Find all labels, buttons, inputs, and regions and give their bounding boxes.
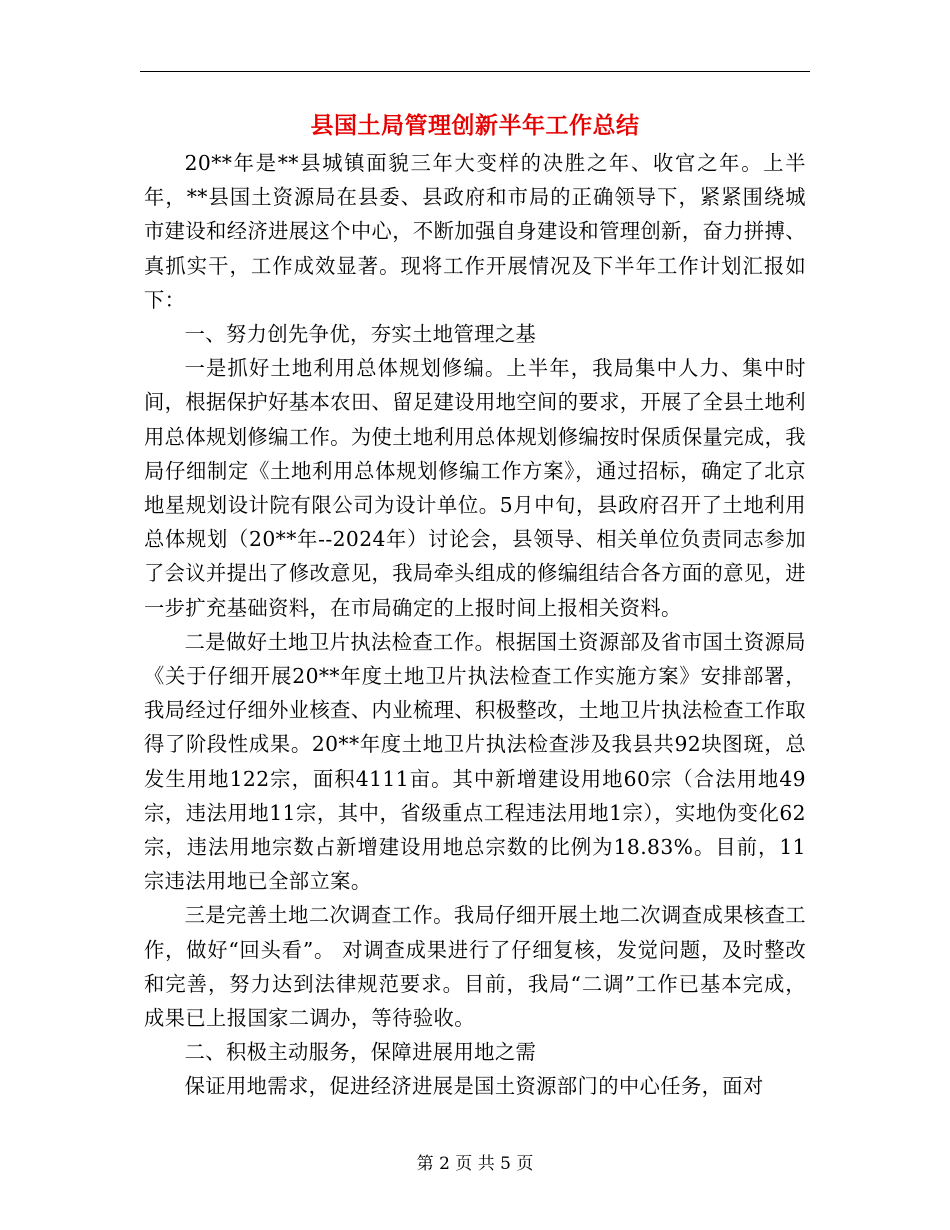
section-heading-2: 二、积极主动服务，保障进展用地之需 bbox=[184, 1040, 537, 1065]
paragraph-planning: 一是抓好土地利用总体规划修编。上半年，我局集中人力、集中时间，根据保护好基本农田、留足建设用地空间的要求，开展了全县土地利用总体规划修编工作。为使土地利用总体规划修编按时保质保量完成，我局仔细制定《土地利用总体规划修编工作方案》，通过招标，确定了北京地星规划设计院有限公司为设计单位。5月中旬，县政府召开了土地利用总体规划（20**年--2024年）讨论会，县领导、相关单位负责同志参加了会议并提出了修改意见，我局牵头组成的修编组结合各方面的意见，进一步扩充基础资料，在市局确定的上报时间上报相关资料。 bbox=[144, 356, 806, 620]
header-divider bbox=[140, 71, 810, 72]
page-number-footer: 第 2 页 共 5 页 bbox=[416, 1154, 534, 1174]
paragraph-satellite-inspection: 二是做好土地卫片执法检查工作。根据国土资源部及省市国土资源局《关于仔细开展20**年度土地卫片执法检查工作实施方案》安排部署，我局经过仔细外业核查、内业梳理、积极整改，土地卫片执法检查工作取得了阶段性成果。20**年度土地卫片执法检查涉及我县共92块图斑，总发生用地122宗，面积4111亩。其中新增建设用地60宗（合法用地49宗，违法用地11宗，其中，省级重点工程违法用地1宗），实地伪变化62宗，违法用地宗数占新增建设用地总宗数的比例为18.83%。目前，11宗违法用地已全部立案。 bbox=[144, 629, 806, 894]
document-body bbox=[144, 146, 806, 1104]
section-heading-1: 一、努力创先争优，夯实土地管理之基 bbox=[184, 322, 537, 347]
paragraph-second-survey: 三是完善土地二次调查工作。我局仔细开展土地二次调查成果核查工作，做好“回头看”。 对调查成果进行了仔细复核，发觉问题，及时整改和完善，努力达到法律规范要求。目前，我局“二调”工作已基本完成，成果已上报国家二调办，等待验收。 bbox=[144, 903, 806, 1031]
paragraph-intro: 20**年是**县城镇面貌三年大变样的决胜之年、收官之年。上半年，**县国土资源局在县委、县政府和市局的正确领导下，紧紧围绕城市建设和经济进展这个中心，不断加强自身建设和管理创新，奋力拼搏、真抓实干，工作成效显著。现将工作开展情况及下半年工作计划汇报如下： bbox=[144, 151, 806, 312]
document-title: 县国土局管理创新半年工作总结 bbox=[310, 112, 640, 139]
paragraph-land-supply: 保证用地需求，促进经济进展是国土资源部门的中心任务，面对 bbox=[184, 1074, 764, 1099]
